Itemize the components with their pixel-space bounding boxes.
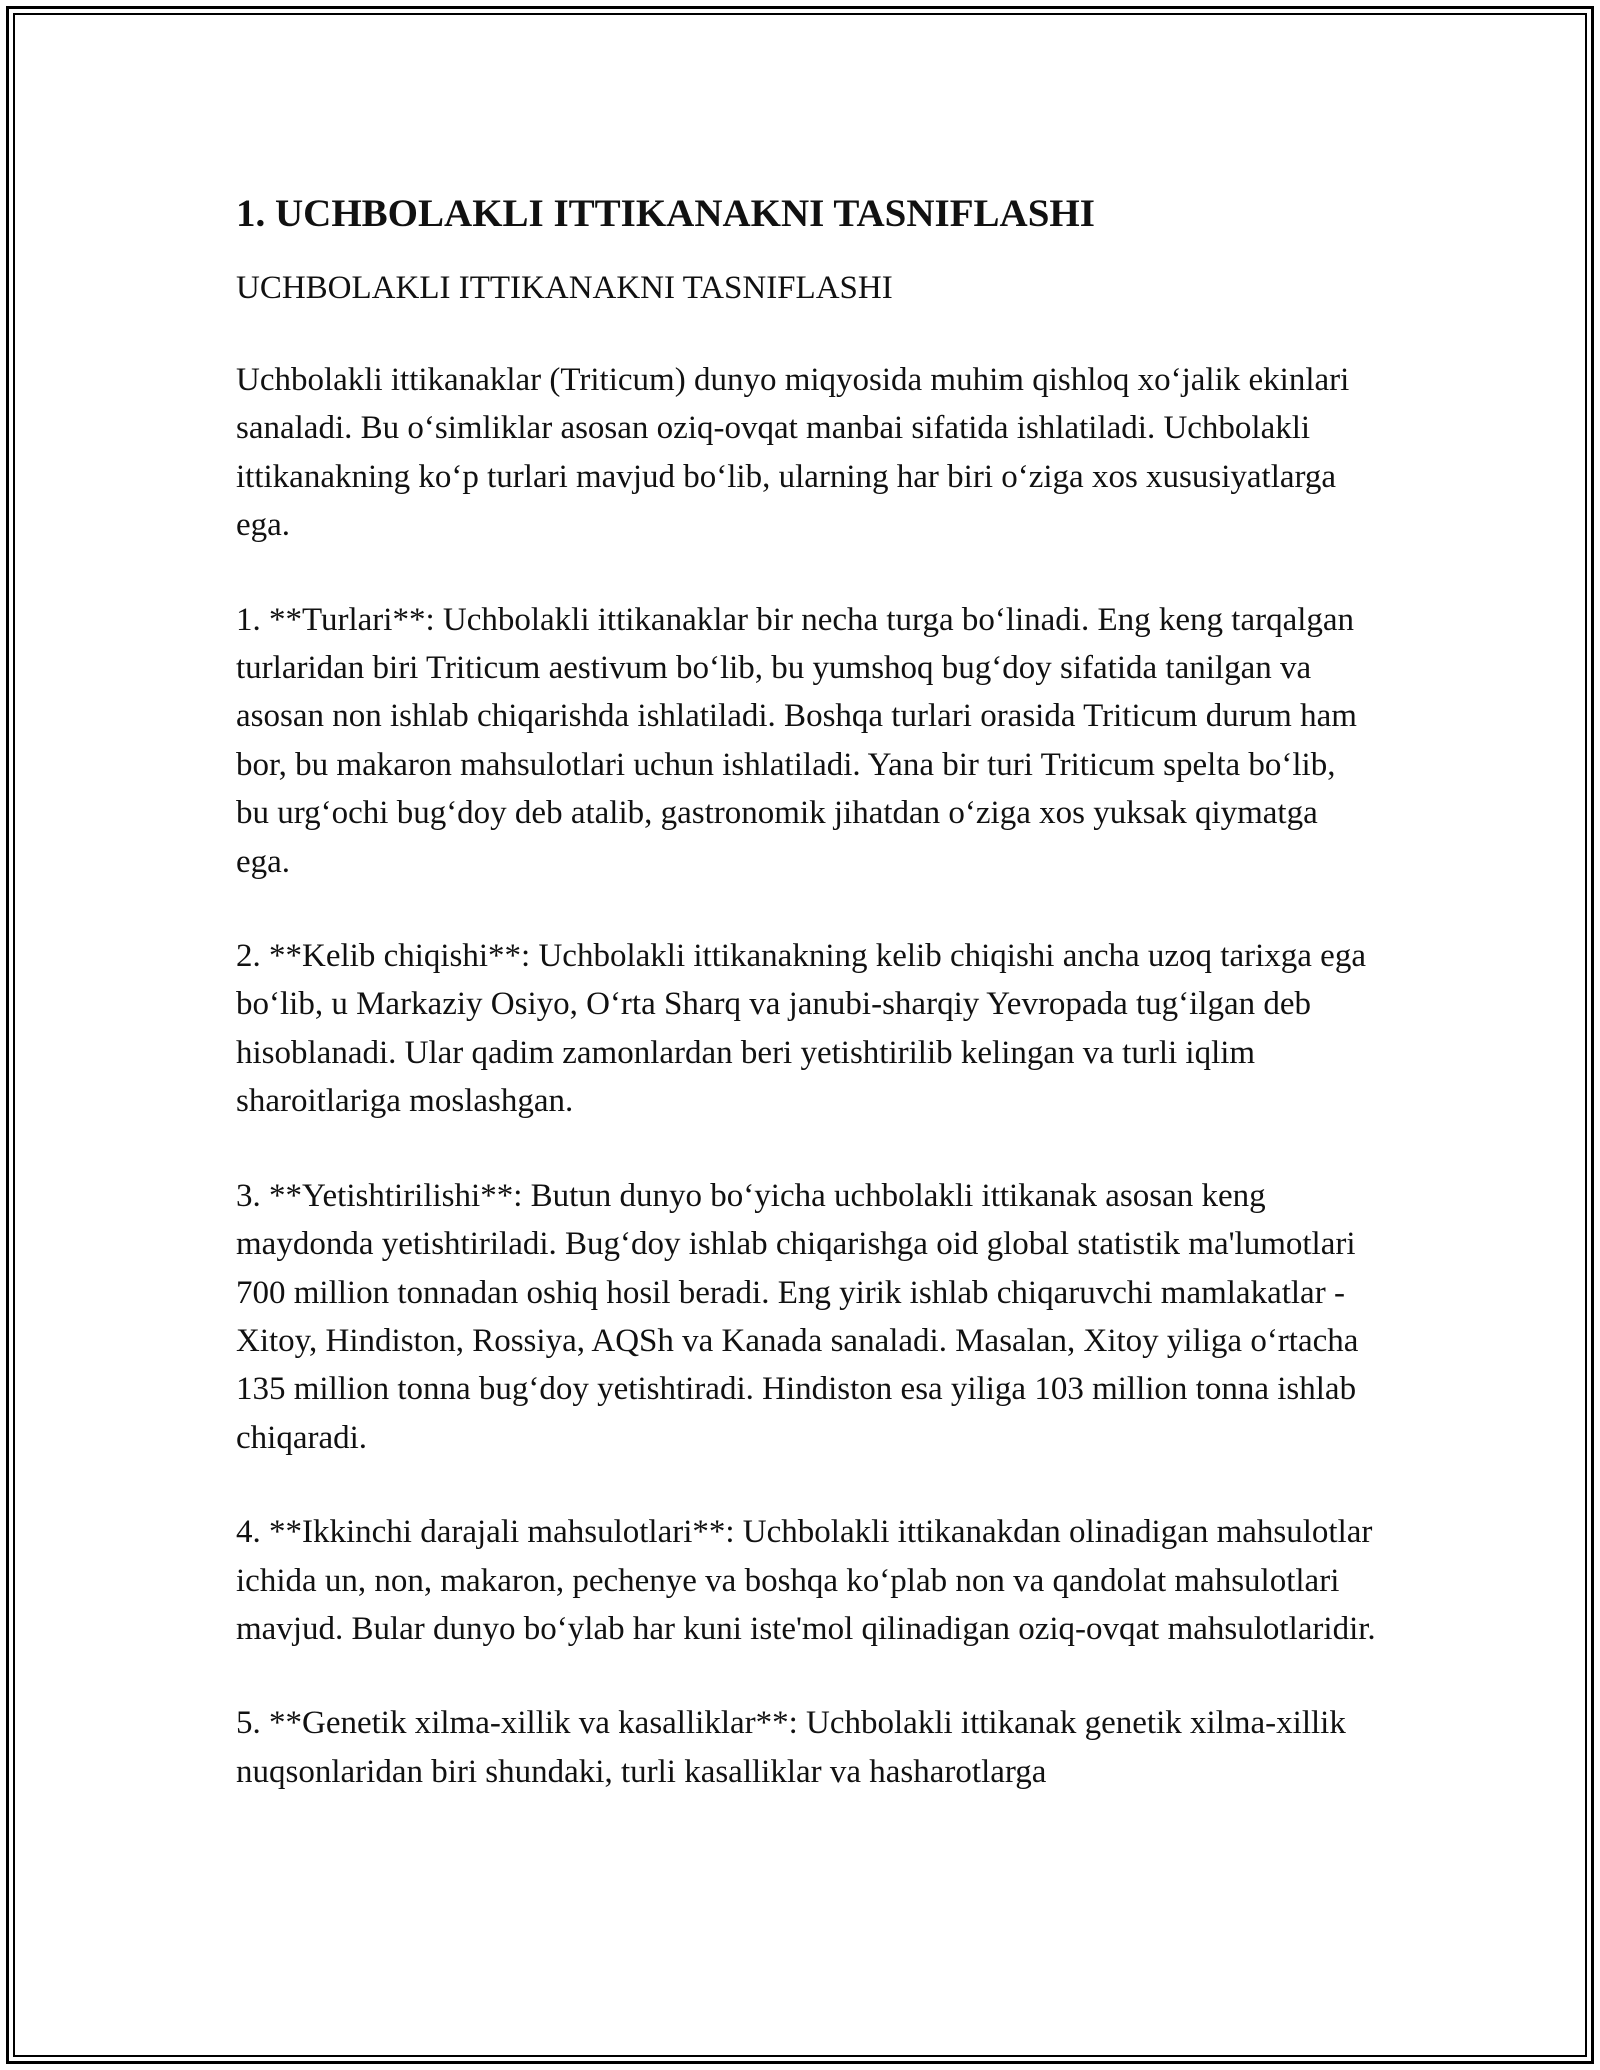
paragraph-kelib-chiqishi: 2. **Kelib chiqishi**: Uchbolakli ittikanakning kelib chiqishi ancha uzoq tarixga ega bo‘lib, u Markaziy Osiyo, O‘rta Sharq va janubi-sharqiy Yevropada tug‘ilgan deb hisoblanadi. Ular qadim zamonlardan beri yetishtirilib kelingan va turli iqlim sharoitlariga moslashgan. <box>236 938 1366 1120</box>
paragraph-yetishtirilishi: 3. **Yetishtirilishi**: Butun dunyo bo‘yicha uchbolakli ittikanak asosan keng maydonda yetishtiriladi. Bug‘doy ishlab chiqarishga oid global statistik ma'lumotlari 700 million tonnadan oshiq hosil beradi. Eng yirik ishlab chiqaruvchi mamlakatlar - Xitoy, Hindiston, Rossiya, AQSh va Kanada sanaladi. Masalan, Xitoy yiliga o‘rtacha 135 million tonna bug‘doy yetishtiradi. Hindiston esa yiliga 103 million tonna ishlab chiqaradi. <box>236 1177 1359 1456</box>
document-body <box>236 188 1376 1796</box>
document-subheading: UCHBOLAKLI ITTIKANAKNI TASNIFLASHI <box>236 270 893 306</box>
paragraph-intro: Uchbolakli ittikanaklar (Triticum) dunyo miqyosida muhim qishloq xo‘jalik ekinlari sanaladi. Bu o‘simliklar asosan oziq-ovqat manbai sifatida ishlatiladi. Uchbolakli ittikanakning ko‘p turlari mavjud bo‘lib, ularning har biri o‘ziga xos xususiyatlarga ega. <box>236 362 1350 544</box>
paragraph-mahsulotlari: 4. **Ikkinchi darajali mahsulotlari**: Uchbolakli ittikanakdan olinadigan mahsulotlar ichida un, non, makaron, pechenye va boshqa ko‘plab non va qandolat mahsulotlari mavjud. Bular dunyo bo‘ylab har kuni iste'mol qilinadigan oziq-ovqat mahsulotlaridir. <box>236 1514 1376 1647</box>
paragraph-genetik: 5. **Genetik xilma-xillik va kasalliklar**: Uchbolakli ittikanak genetik xilma-xillik nuqsonlaridan biri shundaki, turli kasalliklar va hasharotlarga <box>236 1705 1346 1790</box>
document-heading: 1. UCHBOLAKLI ITTIKANAKNI TASNIFLASHI <box>236 192 1095 235</box>
paragraph-turlari: 1. **Turlari**: Uchbolakli ittikanaklar bir necha turga bo‘linadi. Eng keng tarqalgan turlaridan biri Triticum aestivum bo‘lib, bu yumshoq bug‘doy sifatida tanilgan va asosan non ishlab chiqarishda ishlatiladi. Boshqa turlari orasida Triticum durum ham bor, bu makaron mahsulotlari uchun ishlatiladi. Yana bir turi Triticum spelta bo‘lib, bu urg‘ochi bug‘doy deb atalib, gastronomik jihatdan o‘ziga xos yuksak qiymatga ega. <box>236 601 1357 880</box>
